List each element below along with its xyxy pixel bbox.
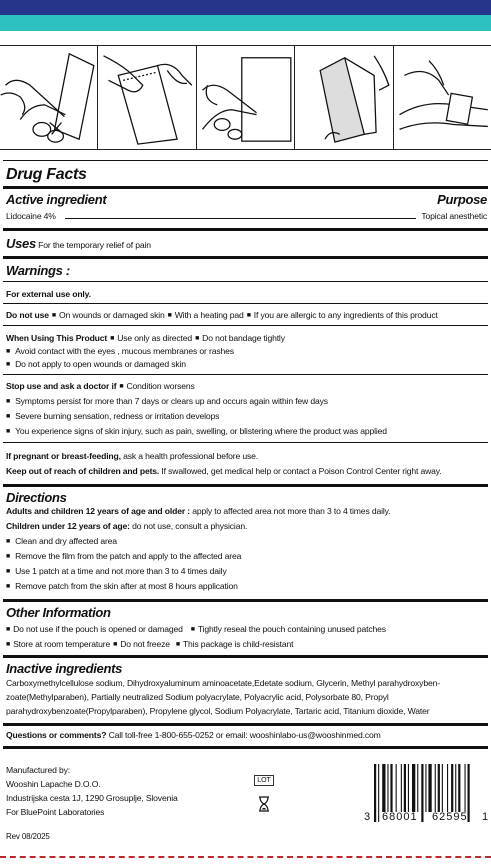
divider <box>3 374 488 375</box>
divider <box>3 160 488 161</box>
divider <box>3 442 488 443</box>
pregnant-text: ask a health professional before use. <box>123 451 259 461</box>
questions-text: Call toll-free 1-800-655-0252 or email: wooshinlabo-us@wooshinmed.com <box>108 730 381 740</box>
do-not-use-label: Do not use <box>6 310 49 320</box>
direction-item: ■ Remove patch from the skin after at most 8 hours application <box>6 581 238 593</box>
divider <box>3 655 488 658</box>
uses-section <box>6 236 151 251</box>
manufacturer-line: Manufactured by: <box>6 765 71 775</box>
questions-line <box>6 730 381 741</box>
adults-line <box>6 506 390 517</box>
uses-text: For the temporary relief of pain <box>38 240 151 250</box>
barcode-digit: 1 <box>482 811 490 823</box>
ingredient-purpose: Topical anesthetic <box>421 211 487 221</box>
instruction-strip <box>0 45 491 150</box>
inactive-line: zoate(Methylparaben), Partially neutralized Sodium polyacrylate, Polyacrylic acid, Polysorbate 80, Propyl <box>6 692 389 702</box>
do-not-use-item: With a heating pad <box>174 310 244 320</box>
do-not-use-item: On wounds or damaged skin <box>58 310 165 320</box>
barcode-digit: 3 <box>364 811 372 823</box>
inactive-heading: Inactive ingredients <box>6 661 123 676</box>
active-ingredient-heading: Active ingredient <box>6 192 107 207</box>
stop-use-line: Stop use and ask a doctor if ■ Condition worsens <box>6 381 195 391</box>
manufacturer-line: Industrijska cesta 1J, 1290 Grosuplje, Slovenia <box>6 793 178 803</box>
when-using-label: When Using This Product <box>6 333 108 343</box>
divider <box>3 256 488 259</box>
inactive-line: Carboxymethylcellulose sodium, Dihydroxyaluminum aminoacetate,Edetate sodium, Glycerin, Methyl parahydroxyben- <box>6 678 440 688</box>
divider <box>3 186 488 189</box>
direction-item: ■ Use 1 patch at a time and not more than 3 to 4 times daily <box>6 566 227 578</box>
when-using-item: ■ Avoid contact with the eyes , mucous membranes or rashes <box>6 346 234 358</box>
do-not-use-line: Do not use ■ On wounds or damaged skin ■ With a heating pad ■ If you are allergic to any ingredients of this product <box>6 310 438 320</box>
when-using-item: Do not bandage tightly <box>202 333 285 343</box>
hourglass-icon <box>258 796 270 812</box>
divider <box>3 303 488 304</box>
header-bar-teal <box>0 15 491 31</box>
divider <box>3 325 488 326</box>
other-info-item: Tightly reseal the pouch containing unused patches <box>197 624 386 634</box>
barcode-digits-right: 62595 <box>432 811 468 823</box>
other-info-item: This package is child-resistant <box>182 639 294 649</box>
stop-use-label: Stop use and ask a doctor if <box>6 381 117 391</box>
children-text: do not use, consult a physician. <box>132 521 248 531</box>
ingredient-name: Lidocaine 4% <box>6 211 56 221</box>
adults-label: Adults and children 12 years of age and older : <box>6 506 190 516</box>
divider <box>3 723 488 726</box>
external-use-text: For external use only. <box>6 289 91 299</box>
inactive-line: parahydroxybenzoate(Propylparaben), Propylene glycol, Sodium Polyacrylate, Tartaric acid, Titanium dioxide, Water <box>6 706 430 716</box>
keep-out-line <box>6 466 442 477</box>
children-label: Children under 12 years of age: <box>6 521 130 531</box>
manufacturer-line: For BluePoint Laboratories <box>6 807 105 817</box>
divider <box>3 484 488 487</box>
revision-text: Rev 08/2025 <box>6 832 50 841</box>
lot-symbol: LOT <box>254 775 274 786</box>
divider <box>3 228 488 231</box>
direction-item: ■ Remove the film from the patch and apply to the affected area <box>6 551 241 563</box>
uses-heading: Uses <box>6 236 36 251</box>
keep-out-label: Keep out of reach of children and pets. <box>6 466 160 476</box>
when-using-item: ■ Do not apply to open wounds or damaged skin <box>6 359 186 371</box>
pregnant-line <box>6 451 258 462</box>
other-info-item: Store at room temperature <box>13 639 111 649</box>
scissors-cut-pouch-icon <box>0 46 98 149</box>
other-info-item: Do not freeze <box>120 639 170 649</box>
other-info-heading: Other Information <box>6 605 111 620</box>
other-info-item: Do not use if the pouch is opened or damaged <box>13 624 183 634</box>
manufacturer-line: Wooshin Lapache D.O.O. <box>6 779 101 789</box>
scissors-cut-patch-icon <box>197 46 295 149</box>
header-bar-navy <box>0 0 491 15</box>
cut-line <box>0 856 491 858</box>
directions-heading: Directions <box>6 490 67 505</box>
when-using-item: Use only as directed <box>117 333 193 343</box>
other-info-line: ■ Do not use if the pouch is opened or damaged ■ Tightly reseal the pouch containing unused patches <box>6 624 386 634</box>
divider <box>3 281 488 282</box>
divider <box>3 746 488 749</box>
purpose-heading: Purpose <box>437 192 487 207</box>
stop-use-item: Condition worsens <box>126 381 195 391</box>
barcode-digits-left: 68001 <box>382 811 418 823</box>
stop-use-item: ■ You experience signs of skin injury, such as pain, swelling, or blistering where the product was applied <box>6 426 387 438</box>
keep-out-text: If swallowed, get medical help or contact a Poison Control Center right away. <box>161 466 442 476</box>
peel-film-icon <box>295 46 393 149</box>
pregnant-label: If pregnant or breast-feeding, <box>6 451 121 461</box>
adults-text: apply to affected area not more than 3 to 4 times daily. <box>192 506 391 516</box>
apply-patch-icon <box>394 46 491 149</box>
open-pouch-icon <box>98 46 196 149</box>
stop-use-item: ■ Severe burning sensation, redness or irritation develops <box>6 411 219 423</box>
do-not-use-item: If you are allergic to any ingredients of this product <box>253 310 438 320</box>
other-info-line: ■ Store at room temperature ■ Do not freeze ■ This package is child-resistant <box>6 639 294 649</box>
drug-facts-title: Drug Facts <box>6 166 87 183</box>
children-line <box>6 521 247 532</box>
stop-use-item: ■ Symptoms persist for more than 7 days or clears up and occurs again within few days <box>6 396 328 408</box>
divider <box>3 599 488 602</box>
warnings-heading: Warnings : <box>6 263 70 278</box>
direction-item: ■ Clean and dry affected area <box>6 536 117 548</box>
leader-line <box>65 218 416 219</box>
when-using-line: When Using This Product ■ Use only as directed ■ Do not bandage tightly <box>6 333 285 343</box>
questions-label: Questions or comments? <box>6 730 107 740</box>
